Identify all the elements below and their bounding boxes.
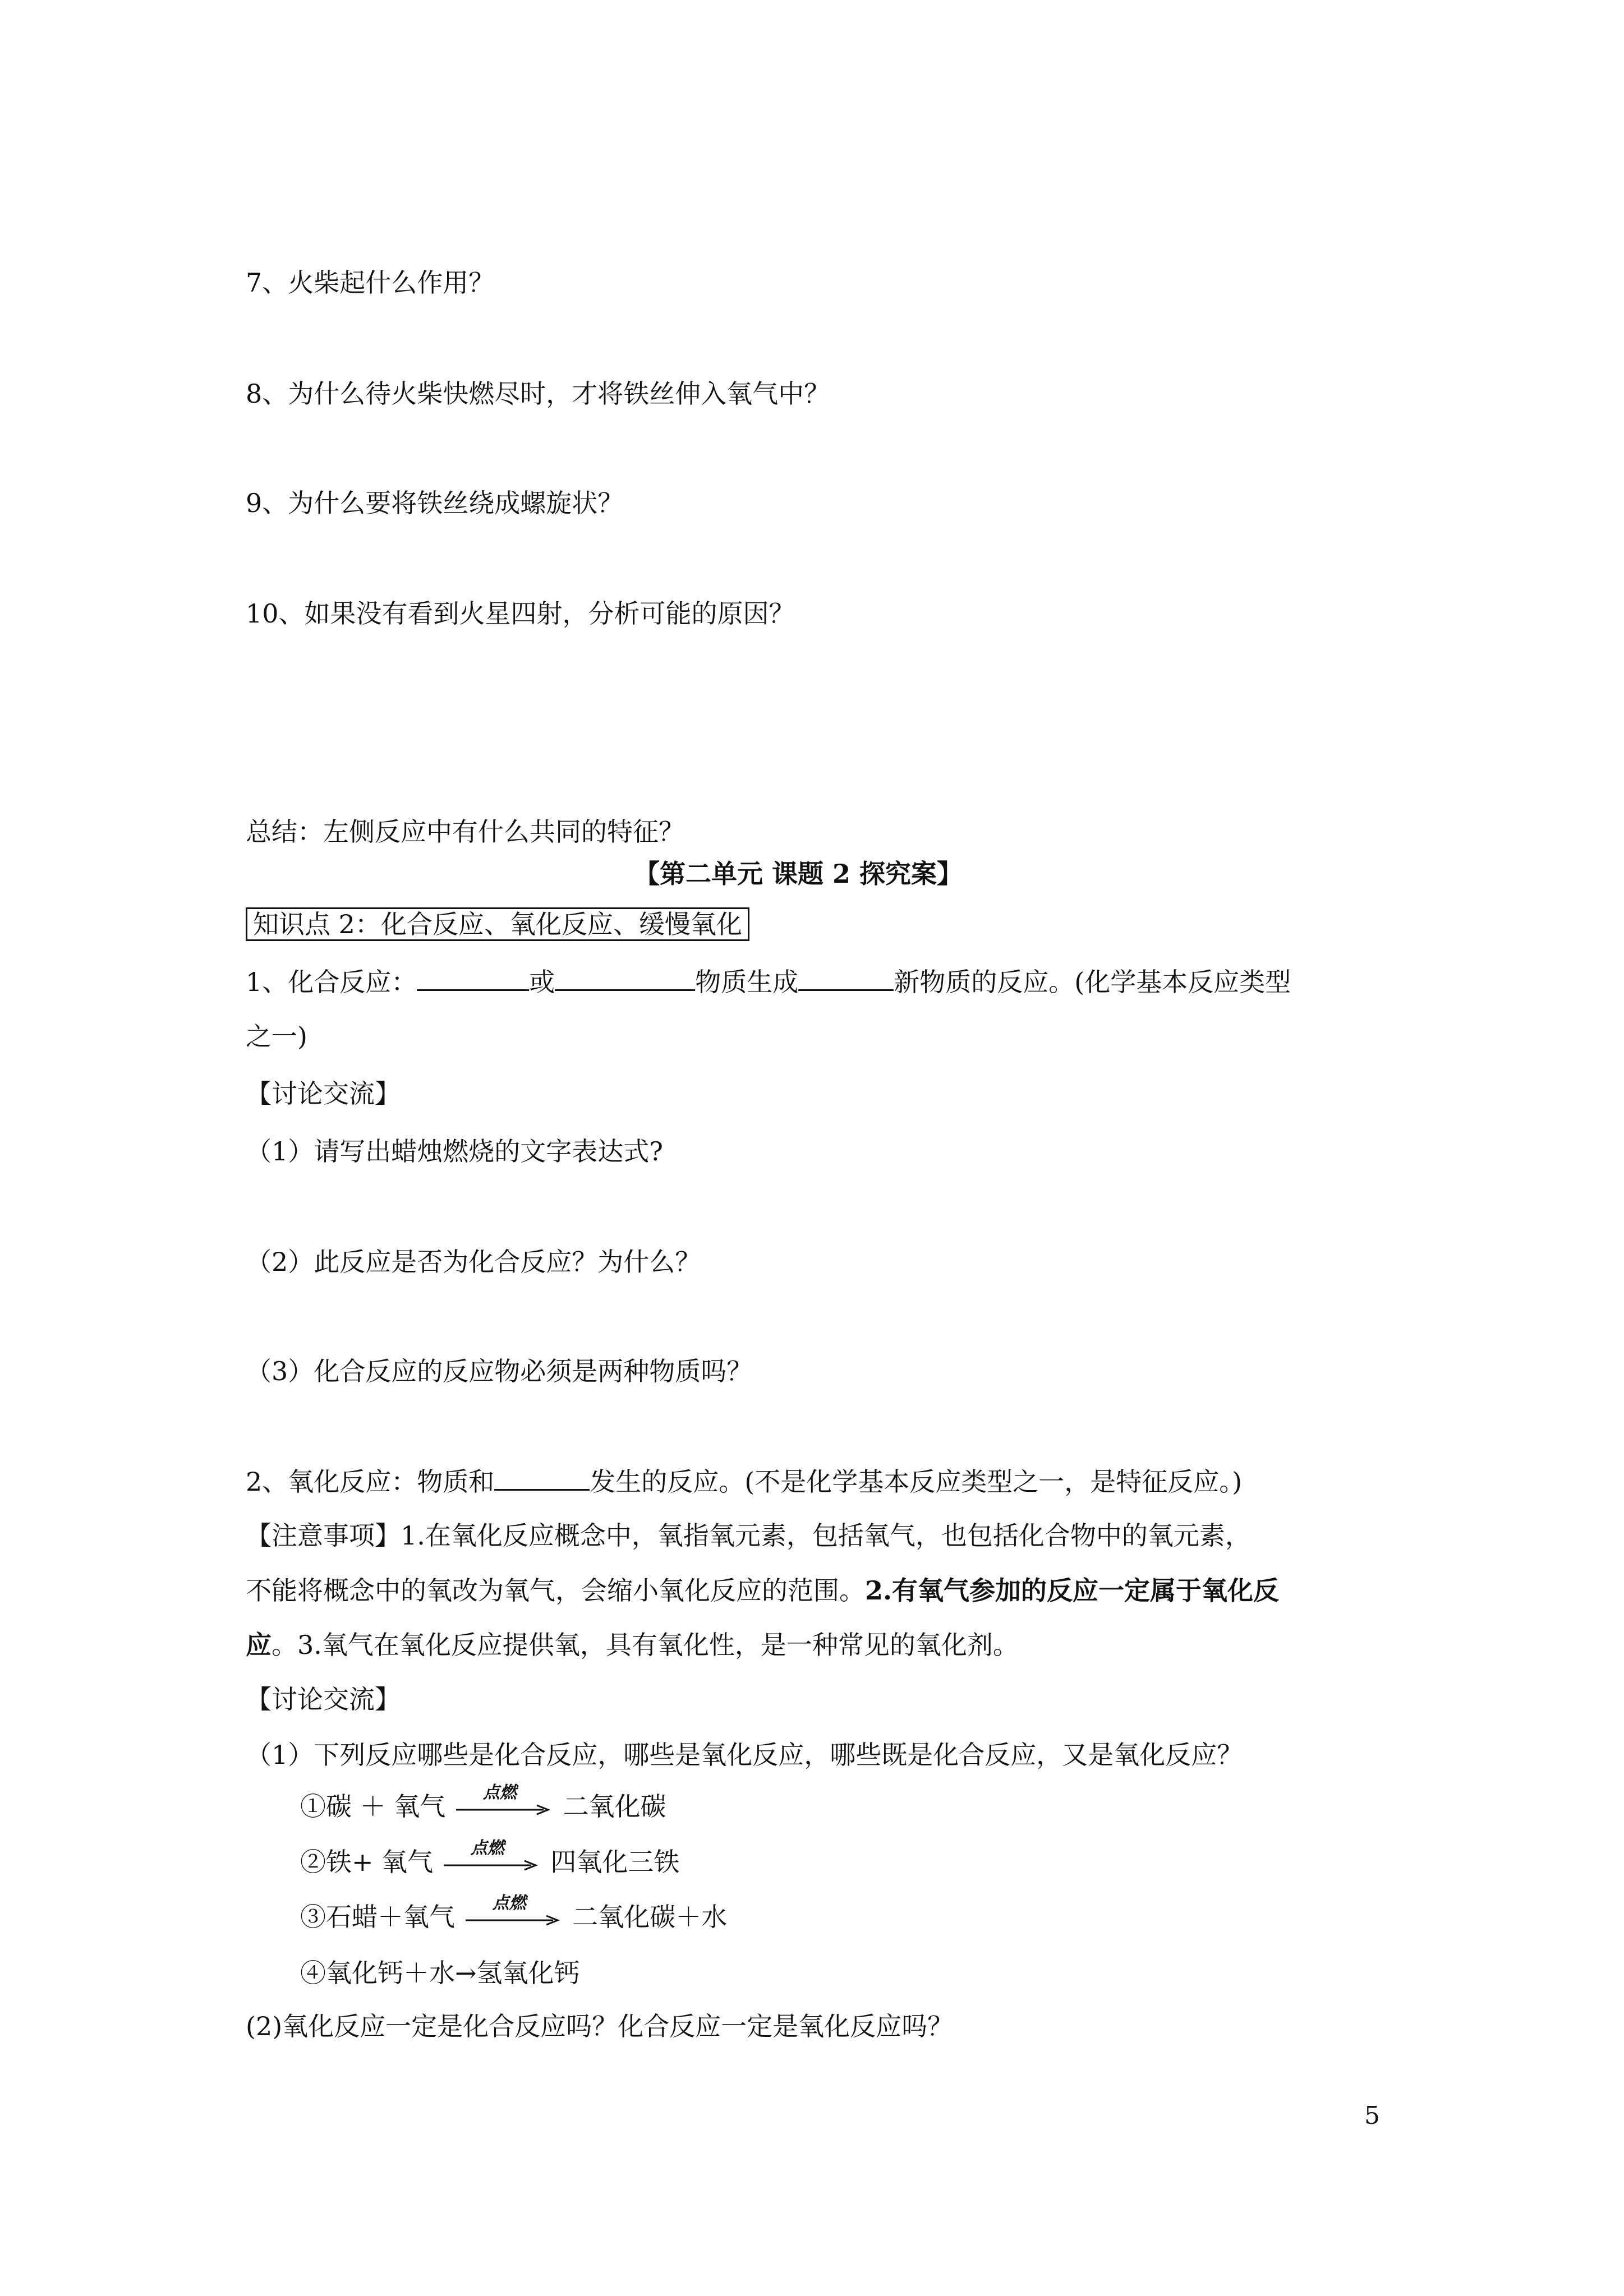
- item1-text-c: 物质生成: [695, 967, 799, 997]
- reaction-1-product: 二氧化碳: [563, 1791, 666, 1822]
- reaction-1: [300, 1783, 666, 1823]
- arrow-icon: [441, 1860, 542, 1871]
- blank-3[interactable]: [798, 965, 894, 991]
- reaction-4: ④氧化钙＋水→氢氧化钙: [300, 1958, 580, 1988]
- discussion2-question-2: (2)氧化反应一定是化合反应吗？化合反应一定是氧化反应吗？: [246, 2011, 954, 2041]
- notes-line-2a: 不能将概念中的氧改为氧气，会缩小氧化反应的范围。: [246, 1575, 865, 1606]
- question-10: 10、如果没有看到火星四射，分析可能的原因？: [246, 598, 795, 629]
- reaction-1-arrow: [454, 1783, 555, 1823]
- question-9: 9、为什么要将铁丝绕成螺旋状？: [246, 488, 624, 518]
- discussion-heading-2: 【讨论交流】: [246, 1684, 401, 1714]
- knowledge-point-label: 知识点 2：化合反应、氧化反应、缓慢氧化: [246, 907, 749, 941]
- reaction-3-product: 二氧化碳＋水: [572, 1902, 728, 1932]
- reaction-2-product: 四氧化三铁: [550, 1847, 680, 1877]
- notes-line-3a-bold: 应: [246, 1630, 272, 1660]
- blank-1[interactable]: [417, 965, 529, 991]
- notes-line-3b: 。3.氧气在氧化反应提供氧，具有氧化性，是一种常见的氧化剂。: [272, 1630, 1019, 1660]
- section-title: 【第二单元 课题 2 探究案】: [634, 859, 963, 889]
- summary-question: 总结：左侧反应中有什么共同的特征？: [246, 817, 684, 847]
- reaction-3-reactants: ③石蜡＋氧气: [300, 1902, 455, 1932]
- arrow-icon: [463, 1915, 564, 1926]
- item2-text-b: 发生的反应。(不是化学基本反应类型之一，是特征反应。): [590, 1467, 1243, 1497]
- item1-text-d: 新物质的反应。(化学基本反应类型: [894, 967, 1291, 997]
- ignite-label: 点燃: [470, 1838, 504, 1858]
- discussion1-question-2: （2）此反应是否为化合反应？为什么？: [246, 1247, 701, 1277]
- item1-text-a: 1、化合反应：: [246, 967, 417, 997]
- blank-2[interactable]: [555, 965, 695, 991]
- ignite-label: 点燃: [482, 1783, 517, 1802]
- combination-reaction-definition: [246, 965, 1291, 999]
- discussion2-question-1: （1）下列反应哪些是化合反应，哪些是氧化反应，哪些既是化合反应，又是氧化反应？: [246, 1740, 1243, 1770]
- notes-line-3: [246, 1628, 1019, 1662]
- discussion1-question-3: （3）化合反应的反应物必须是两种物质吗？: [246, 1356, 753, 1386]
- notes-line-1: 【注意事项】1.在氧化反应概念中，氧指氧元素，包括氧气，也包括化合物中的氧元素，: [246, 1520, 1251, 1551]
- notes-line-2: [246, 1574, 1279, 1607]
- oxidation-reaction-definition: [246, 1464, 1242, 1499]
- knowledge-point-box: [246, 907, 749, 941]
- reaction-2: [300, 1838, 680, 1879]
- discussion-heading-1: 【讨论交流】: [246, 1078, 401, 1109]
- arrow-icon: [454, 1804, 555, 1815]
- ignite-label: 点燃: [492, 1893, 526, 1913]
- reaction-3: [300, 1893, 728, 1934]
- notes-line-2b-bold: 2.有氧气参加的反应一定属于氧化反: [865, 1575, 1280, 1606]
- blank-4[interactable]: [494, 1464, 590, 1491]
- item2-text-a: 2、氧化反应：物质和: [246, 1467, 495, 1497]
- reaction-3-arrow: [463, 1893, 564, 1934]
- discussion1-question-1: （1）请写出蜡烛燃烧的文字表达式?: [246, 1136, 663, 1167]
- reaction-2-arrow: [441, 1838, 542, 1879]
- reaction-1-reactants: ①碳 ＋ 氧气: [300, 1791, 446, 1822]
- page-number: 5: [1364, 2101, 1380, 2130]
- item1-text-b: 或: [529, 967, 555, 997]
- question-7: 7、火柴起什么作用？: [246, 268, 495, 298]
- question-8: 8、为什么待火柴快燃尽时，才将铁丝伸入氧气中？: [246, 379, 830, 409]
- item1-continuation: 之一): [246, 1021, 307, 1052]
- reaction-2-reactants: ②铁+ 氧气: [300, 1847, 434, 1877]
